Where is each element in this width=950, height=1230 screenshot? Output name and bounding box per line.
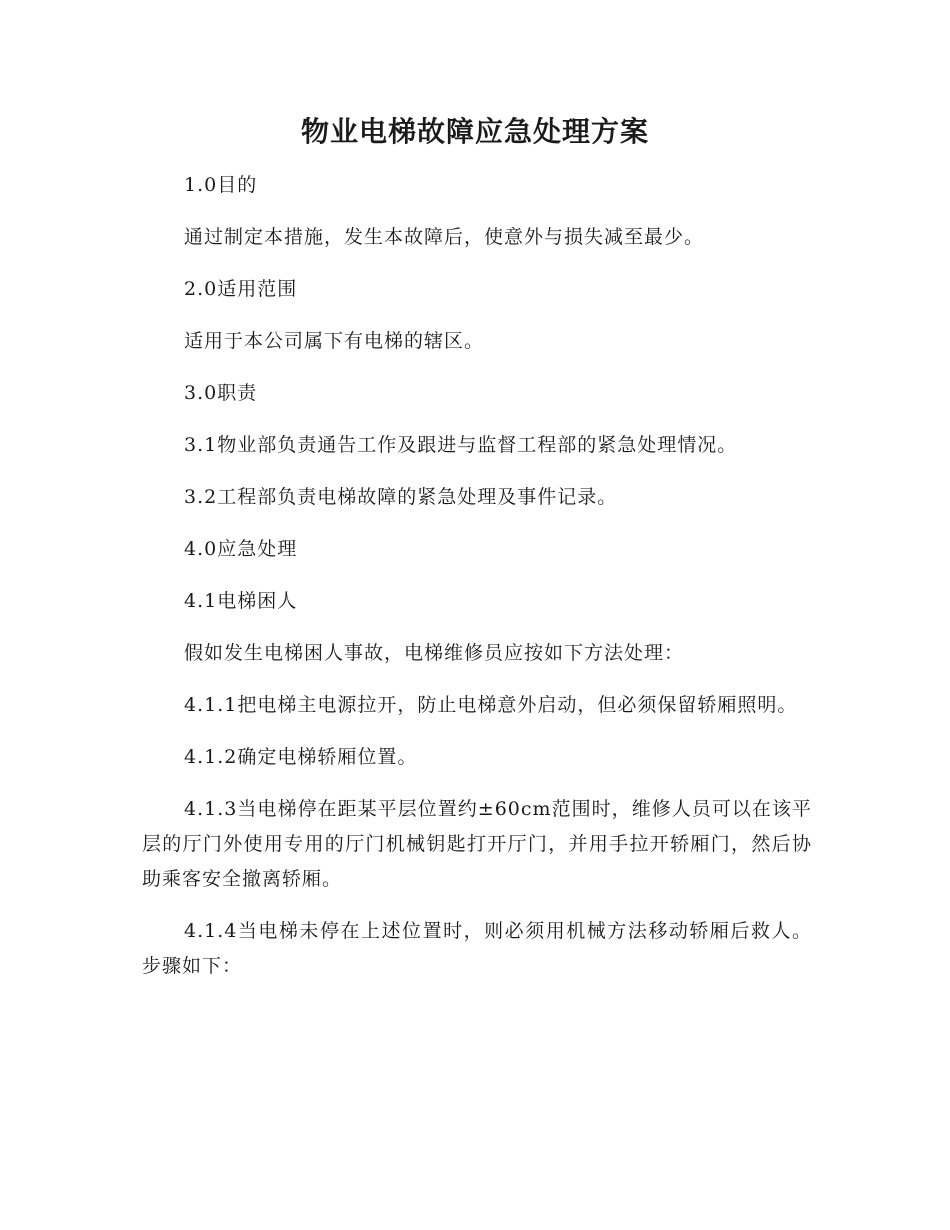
document-title: 物业电梯故障应急处理方案 <box>300 115 649 148</box>
paragraph-step-4-1-4: 4.1.4当电梯未停在上述位置时，则必须用机械方法移动轿厢后救人。步骤如下： <box>142 920 812 977</box>
paragraph-purpose: 通过制定本措施，发生本故障后，使意外与损失减至最少。 <box>184 226 705 248</box>
paragraph-trapped-intro: 假如发生电梯困人事故，电梯维修员应按如下方法处理： <box>184 642 685 664</box>
section-heading-emergency: 4.0应急处理 <box>184 538 298 560</box>
section-heading-scope: 2.0适用范围 <box>184 278 298 300</box>
paragraph-responsibility-3-1: 3.1物业部负责通告工作及跟进与监督工程部的紧急处理情况。 <box>184 434 738 456</box>
paragraph-step-4-1-3: 4.1.3当电梯停在距某平层位置约±60cm范围时，维修人员可以在该平层的厅门外使用专用的厅门机械钥匙打开厅门，并用手拉开轿厢门，然后协助乘客安全撤离轿厢。 <box>142 798 812 890</box>
paragraph-responsibility-3-2: 3.2工程部负责电梯故障的紧急处理及事件记录。 <box>184 486 618 508</box>
section-heading-purpose: 1.0目的 <box>184 174 258 196</box>
paragraph-step-4-1-2: 4.1.2确定电梯轿厢位置。 <box>184 746 418 768</box>
document-body <box>142 168 812 1001</box>
section-heading-responsibilities: 3.0职责 <box>184 382 258 404</box>
paragraph-scope: 适用于本公司属下有电梯的辖区。 <box>184 330 485 352</box>
paragraph-step-4-1-1: 4.1.1把电梯主电源拉开，防止电梯意外启动，但必须保留轿厢照明。 <box>184 694 798 716</box>
subsection-heading-trapped: 4.1电梯困人 <box>184 590 298 612</box>
